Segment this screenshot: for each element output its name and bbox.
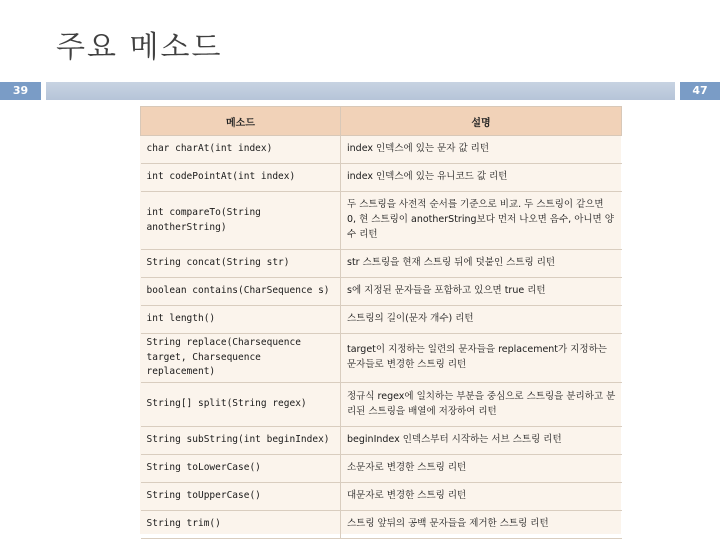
table-row <box>141 192 622 250</box>
description-cell: 소문자로 변경한 스트링 리턴 <box>341 455 622 483</box>
method-cell: String replace(Charsequence target, Charsequence replacement) <box>141 334 341 383</box>
table-row <box>141 427 622 455</box>
table-row <box>141 278 622 306</box>
method-cell: int compareTo(String anotherString) <box>141 192 341 250</box>
table-row <box>141 511 622 539</box>
method-cell: String toLowerCase() <box>141 455 341 483</box>
method-cell: int codePointAt(int index) <box>141 164 341 192</box>
description-cell: str 스트링을 현재 스트링 뒤에 덧붙인 스트링 리턴 <box>341 250 622 278</box>
method-cell: String trim() <box>141 511 341 539</box>
table-row <box>141 483 622 511</box>
description-cell: beginIndex 인덱스부터 시작하는 서브 스트링 리턴 <box>341 427 622 455</box>
table-row <box>141 306 622 334</box>
description-cell: index 인덱스에 있는 유니코드 값 리턴 <box>341 164 622 192</box>
description-cell: 스트링 앞뒤의 공백 문자들을 제거한 스트링 리턴 <box>341 511 622 539</box>
page-number-bar <box>0 82 41 100</box>
page-number: 39 <box>12 84 29 97</box>
method-cell: String[] split(String regex) <box>141 383 341 427</box>
description-cell: target이 지정하는 일련의 문자들을 replacement가 지정하는 문자들로 변경한 스트링 리턴 <box>341 334 622 383</box>
method-cell: boolean contains(CharSequence s) <box>141 278 341 306</box>
description-cell: 정규식 regex에 일치하는 부분을 중심으로 스트링을 분리하고 분리된 스트링을 배열에 저장하여 리턴 <box>341 383 622 427</box>
description-cell: index 인덱스에 있는 문자 값 리턴 <box>341 136 622 164</box>
table-row <box>141 164 622 192</box>
table-row <box>141 455 622 483</box>
method-cell: String subString(int beginIndex) <box>141 427 341 455</box>
page-total-bar <box>680 82 720 100</box>
description-cell: 스트링의 길이(문자 개수) 리턴 <box>341 306 622 334</box>
description-cell: s에 지정된 문자들을 포함하고 있으면 true 리턴 <box>341 278 622 306</box>
header-description: 설명 <box>341 107 622 136</box>
table-header-row <box>141 107 622 136</box>
method-table-container <box>140 106 621 534</box>
header-divider-bar <box>46 82 675 100</box>
header-method: 메소드 <box>141 107 341 136</box>
table-row <box>141 383 622 427</box>
description-cell: 두 스트링을 사전적 순서를 기준으로 비교. 두 스트링이 같으면 0, 현 스트링이 anotherString보다 먼저 나오면 음수, 아니면 양수 리턴 <box>341 192 622 250</box>
method-cell: String toUpperCase() <box>141 483 341 511</box>
method-cell: char charAt(int index) <box>141 136 341 164</box>
slide-title: 주요 메소드 <box>56 30 223 65</box>
description-cell: 대문자로 변경한 스트링 리턴 <box>341 483 622 511</box>
method-cell: int length() <box>141 306 341 334</box>
table-row <box>141 334 622 383</box>
method-cell: String concat(String str) <box>141 250 341 278</box>
method-table <box>140 106 622 539</box>
table-row <box>141 136 622 164</box>
page-total: 47 <box>692 84 708 97</box>
table-row <box>141 250 622 278</box>
